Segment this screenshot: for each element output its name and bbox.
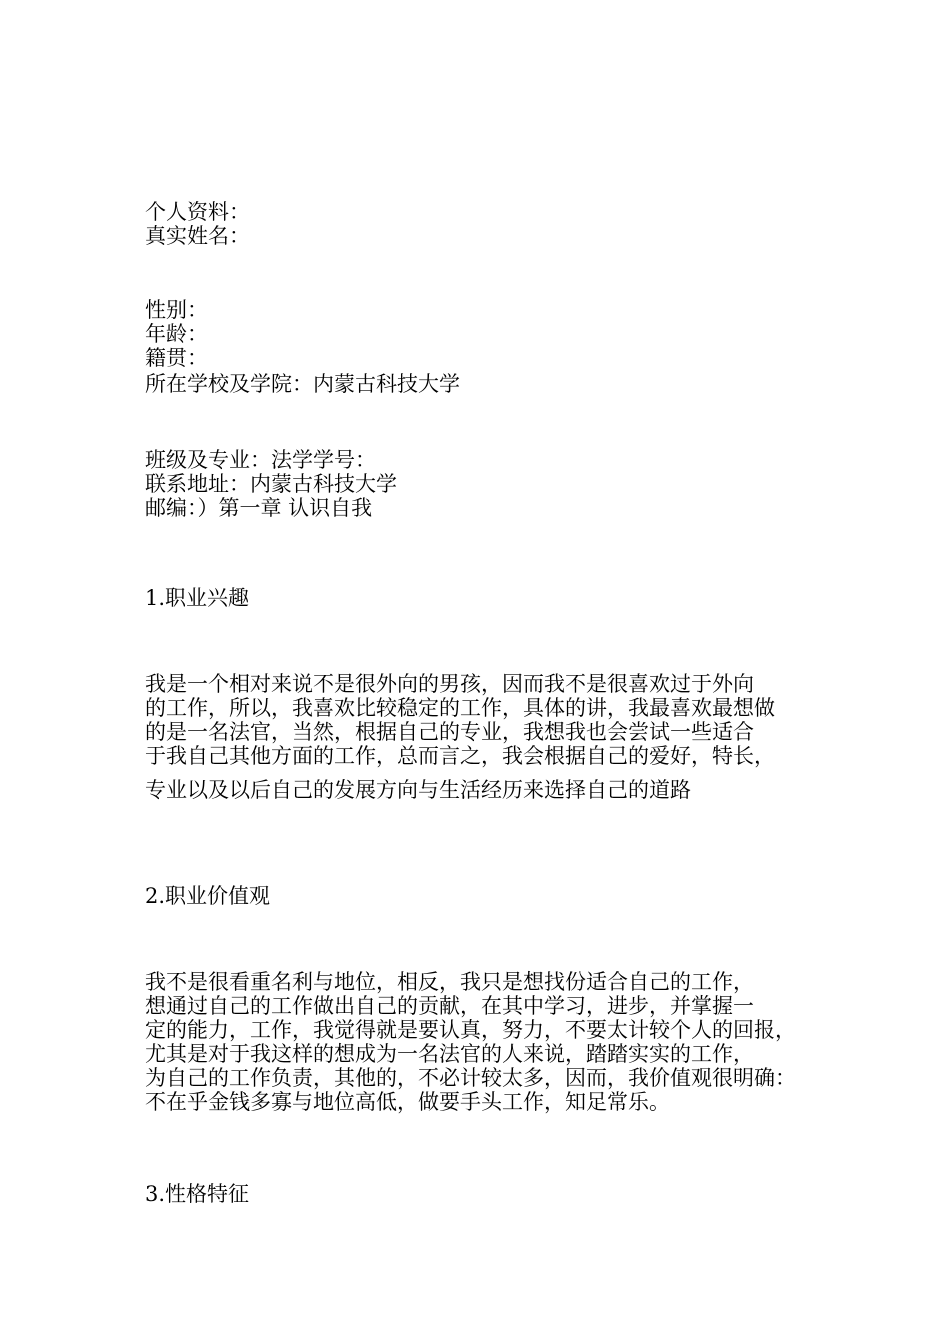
paragraph-line: 我不是很看重名利与地位，相反，我只是想找份适合自己的工作， — [145, 970, 754, 994]
section-body-values — [145, 970, 825, 1114]
profile-name: 真实姓名： — [145, 224, 250, 248]
profile-school: 所在学校及学院：内蒙古科技大学 — [145, 372, 460, 396]
profile-address: 联系地址：内蒙古科技大学 — [145, 472, 397, 496]
paragraph-line: 于我自己其他方面的工作，总而言之，我会根据自己的爱好，特长， — [145, 744, 775, 768]
section-title-personality: 3.性格特征 — [145, 1182, 250, 1206]
section-title-interest: 1.职业兴趣 — [145, 586, 250, 610]
paragraph-line: 专业以及以后自己的发展方向与生活经历来选择自己的道路 — [145, 778, 691, 802]
paragraph-line: 定的能力，工作，我觉得就是要认真，努力，不要太计较个人的回报， — [145, 1018, 796, 1042]
section-title-values: 2.职业价值观 — [145, 884, 271, 908]
paragraph-line: 的工作，所以，我喜欢比较稳定的工作，具体的讲，我最喜欢最想做 — [145, 696, 775, 720]
profile-postcode-chapter: 邮编：）第一章 认识自我 — [145, 496, 373, 520]
paragraph-line: 不在乎金钱多寡与地位高低，做要手头工作，知足常乐。 — [145, 1090, 670, 1114]
paragraph-line: 的是一名法官，当然，根据自己的专业，我想我也会尝试一些适合 — [145, 720, 754, 744]
profile-class-major: 班级及专业：法学学号： — [145, 448, 376, 472]
paragraph-line: 想通过自己的工作做出自己的贡献，在其中学习，进步，并掌握一 — [145, 994, 754, 1018]
profile-hometown: 籍贯： — [145, 346, 208, 370]
profile-gender: 性别： — [145, 298, 208, 322]
paragraph-line: 为自己的工作负责，其他的，不必计较太多，因而，我价值观很明确： — [145, 1066, 796, 1090]
paragraph-line: 我是一个相对来说不是很外向的男孩，因而我不是很喜欢过于外向 — [145, 672, 754, 696]
section-body-interest — [145, 672, 825, 802]
paragraph-line: 尤其是对于我这样的想成为一名法官的人来说，踏踏实实的工作， — [145, 1042, 754, 1066]
profile-heading: 个人资料： — [145, 200, 250, 224]
profile-age: 年龄： — [145, 322, 208, 346]
